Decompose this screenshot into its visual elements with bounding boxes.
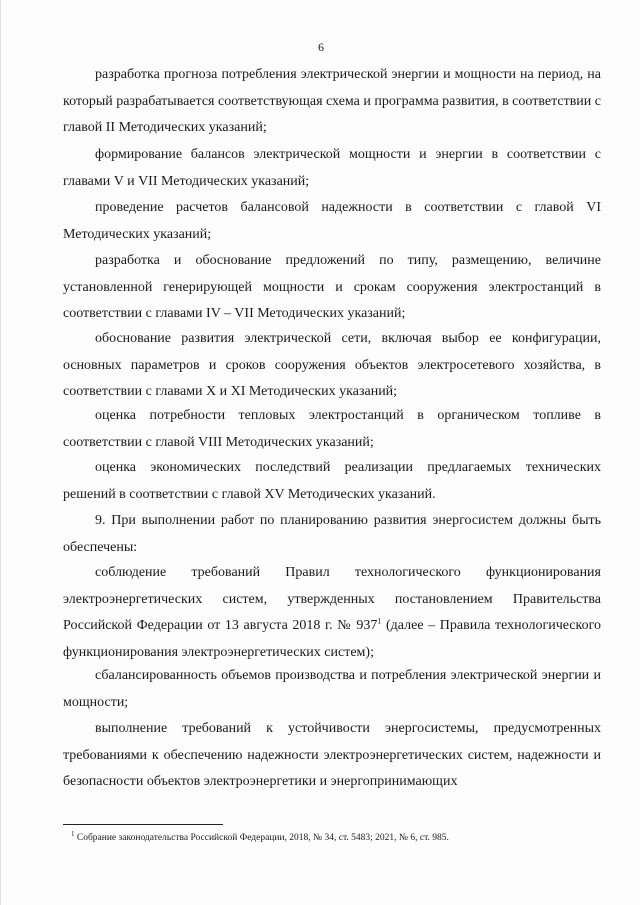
paragraph-stability: выполнение требований к устойчивости энергосистемы, предусмотренных требованиями к обеспечению надежности электроэнергетических систем, надежности и безопасности объектов электроэнергетики и энергопринимающих (63, 721, 601, 789)
paragraph-generation: разработка и обоснование предложений по типу, размещению, величине установленной генерирующей мощности и срокам сооружения электростанций в соответствии с главами IV – VII Методических указаний; (63, 253, 601, 321)
paragraph-balance-volumes: сбалансированность объемов производства и потребления электрической энергии и мощности; (63, 668, 601, 710)
footnote-reference: 1 (377, 616, 382, 626)
rules-text-before: соблюдение требований Правил технологического функционирования электроэнергетических систем, утвержденных постановлением Правительства Российской Федерации от 13 августа 2018 г. № 937 (63, 565, 601, 633)
paragraph-grid: обоснование развития электрической сети, включая выбор ее конфигурации, основных параметров и сроков сооружения объектов электросетевого хозяйства, в соответствии с главами X и XI Методических указаний; (63, 331, 601, 399)
paragraph-balances: формирование балансов электрической мощности и энергии в соответствии с главами V и VII Методических указаний; (63, 147, 601, 189)
paragraph-rules-compliance (63, 560, 601, 666)
paragraph-section-9: 9. При выполнении работ по планированию развития энергосистем должны быть обеспечены: (63, 513, 601, 555)
paragraph-economics: оценка экономических последствий реализации предлагаемых технических решений в соответствии с главой XV Методических указаний. (63, 460, 601, 502)
footnote-marker: 1 (71, 830, 75, 838)
paragraph-reliability: проведение расчетов балансовой надежности в соответствии с главой VI Методических указаний; (63, 200, 601, 242)
paragraph-forecast: разработка прогноза потребления электрической энергии и мощности на период, на который разрабатывается соответствующая схема и программа развития, в соответствии с главой II Методических указаний; (63, 67, 602, 135)
rules-text-after: (далее – Правила технологического функционирования электроэнергетических систем); (63, 618, 601, 660)
page-number: 6 (318, 40, 324, 54)
footnote-text: Собрание законодательства Российской Федерации, 2018, № 34, ст. 5483; 2021, № 6, ст. 985. (74, 833, 449, 844)
paragraph-fuel: оценка потребности тепловых электростанций в органическом топливе в соответствии с главой VIII Методических указаний; (63, 408, 601, 450)
footnote (71, 828, 611, 844)
footnote-divider (63, 824, 223, 825)
